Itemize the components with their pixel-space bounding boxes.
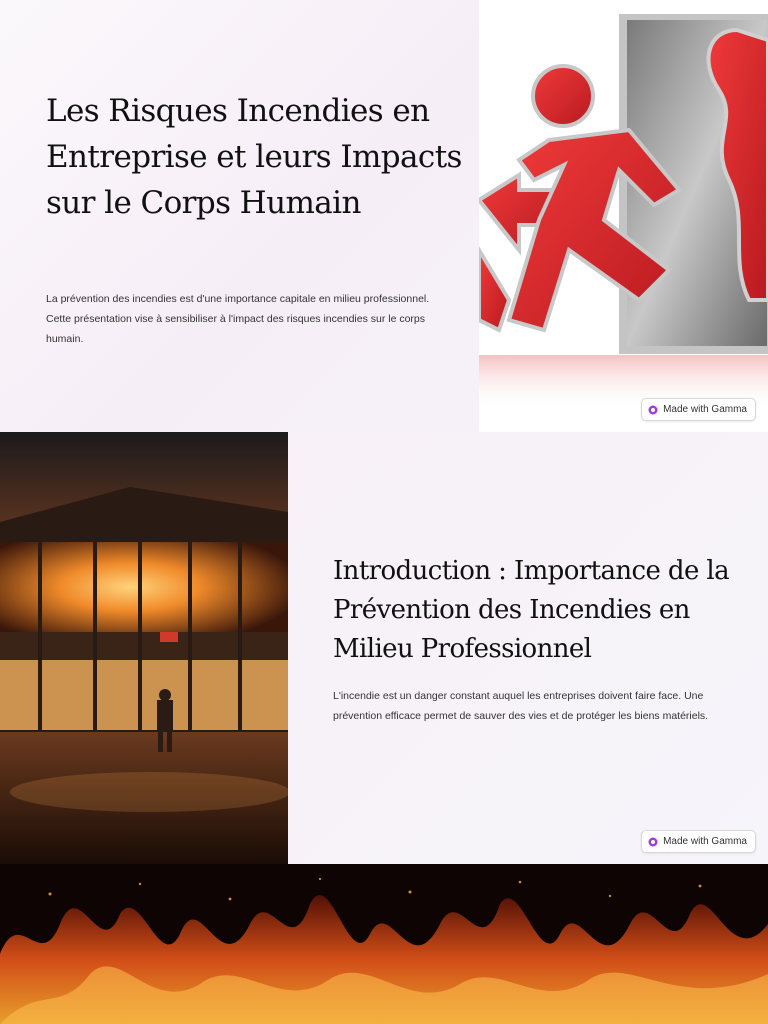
gamma-logo-icon bbox=[648, 405, 658, 415]
burning-building-illustration bbox=[0, 432, 288, 864]
burning-building-image bbox=[0, 432, 288, 864]
badge-label: Made with Gamma bbox=[663, 404, 747, 415]
slide-2-title: Introduction : Importance de la Prévention des Incendies en Milieu Professionnel bbox=[333, 556, 730, 664]
made-with-gamma-badge[interactable] bbox=[641, 398, 756, 421]
slide-1-body: La prévention des incendies est d'une importance capitale en milieu professionnel. Cette présentation vise à sensibiliser à l'impact des risques incendies sur le corps humain. bbox=[46, 293, 430, 345]
slide-1-title: Les Risques Incendies en Entreprise et leurs Impacts sur le Corps Humain bbox=[46, 93, 462, 221]
gamma-logo-icon bbox=[648, 837, 658, 847]
slide-title bbox=[0, 0, 768, 432]
flames-image bbox=[0, 864, 768, 1024]
emergency-exit-icon bbox=[479, 0, 768, 432]
made-with-gamma-badge[interactable] bbox=[641, 830, 756, 853]
flames-illustration bbox=[0, 864, 768, 1024]
slide-flames bbox=[0, 864, 768, 1024]
badge-label: Made with Gamma bbox=[663, 836, 747, 847]
slide-2-body: L'incendie est un danger constant auquel les entreprises doivent faire face. Une prévention efficace permet de sauver des vies et de protéger les biens matériels. bbox=[333, 690, 709, 722]
slide-introduction bbox=[0, 432, 768, 864]
emergency-exit-image bbox=[479, 0, 768, 432]
